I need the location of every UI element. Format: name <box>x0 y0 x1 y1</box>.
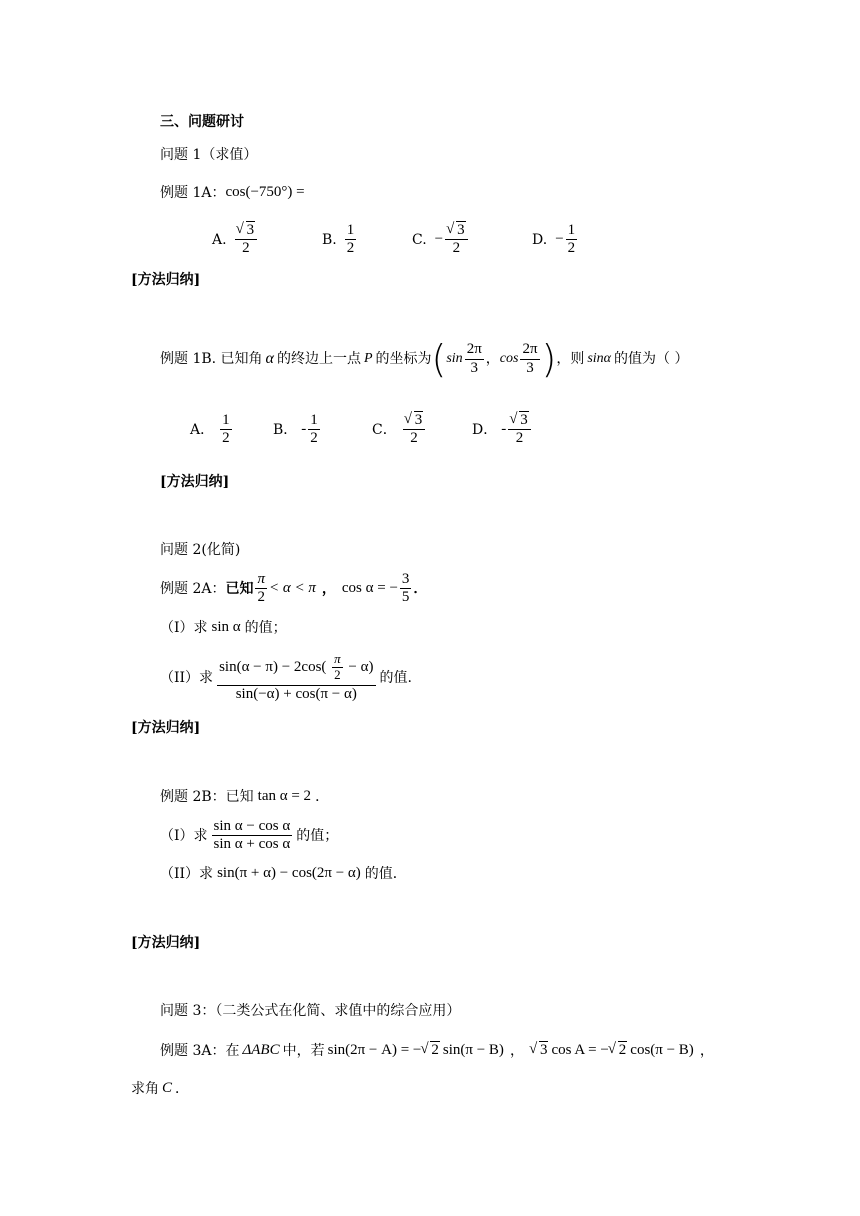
option-c-label: C． <box>372 421 397 438</box>
inequality: < α < π <box>268 580 316 597</box>
option-d-label: D. <box>532 231 548 248</box>
example-1b-text: 的终边上一点 <box>276 351 361 367</box>
option-d-fraction: $\frac{1}{2}$ <box>567 222 576 257</box>
equation-2-right: cos(π − B) <box>630 1042 694 1058</box>
method-summary-4: [方法归纳] <box>131 935 201 951</box>
part-2-suffix: 的值． <box>364 865 407 882</box>
example-3a <box>160 1043 714 1058</box>
option-d-label: D． <box>472 421 498 438</box>
example-1b-option-d <box>472 412 533 448</box>
period: ． <box>315 788 330 805</box>
example-3a-text: 中，若 <box>282 1042 325 1059</box>
example-1a-option-c <box>412 222 470 258</box>
option-d-sign: - <box>501 421 507 438</box>
example-2b-part-1 <box>160 818 338 854</box>
example-1b-label: 例题 1B. 已知角 <box>160 351 263 367</box>
find-angle-text: 求角 <box>131 1080 159 1097</box>
right-paren: ) <box>541 337 557 381</box>
example-2b-part-2 <box>160 866 407 881</box>
option-a-label: A. <box>212 231 227 248</box>
option-c-fraction: √ $\frac{3}{2}$ <box>445 222 468 258</box>
period: ． <box>413 580 428 597</box>
comma-2: ， <box>699 1042 714 1059</box>
option-a-label: A． <box>190 421 215 438</box>
example-1b-option-b <box>273 412 322 448</box>
triangle-abc: ΔABC <box>242 1042 280 1058</box>
question-3-title: 问题 3：（二类公式在化简、求值中的综合应用） <box>160 1003 461 1019</box>
point-p: P <box>363 351 373 366</box>
pi-over-2: $\frac{\pi}{2}$ <box>257 571 265 606</box>
coord-comma: ， <box>485 351 500 367</box>
option-b-label: B． <box>273 421 298 438</box>
cos-func: cos <box>499 351 519 366</box>
example-1a <box>160 185 305 200</box>
example-2b <box>160 789 329 804</box>
example-1a-option-d <box>532 222 579 258</box>
section-title: 三、问题研讨 <box>160 114 244 130</box>
three-fifths: $\frac{3}{5}$ <box>401 571 410 606</box>
question-1-title: 问题 1（求值） <box>160 147 258 163</box>
method-summary-1: [方法归纳] <box>131 272 201 288</box>
example-1a-label: 例题 1A： <box>160 184 226 201</box>
example-1b-option-a <box>190 412 234 448</box>
comma: ， <box>509 1042 524 1059</box>
part-1-prefix: （I）求 <box>160 619 208 636</box>
alpha-symbol: α <box>265 350 274 367</box>
coord-x-fraction: $\frac{2\pi}{3}$ <box>466 341 482 376</box>
method-summary-3: [方法归纳] <box>131 720 201 736</box>
option-c-label: C. <box>412 231 427 248</box>
sqrt-2: √ 2 <box>421 1043 440 1058</box>
option-d-fraction: √ $\frac{3}{2}$ <box>508 412 531 448</box>
option-b-fraction: $\frac{1}{2}$ <box>310 412 318 447</box>
part-1-suffix: 的值； <box>296 827 339 844</box>
angle-c: C <box>162 1080 173 1096</box>
sqrt-2b: √ 2 <box>609 1043 628 1058</box>
part-1-suffix: 的值； <box>244 619 287 636</box>
period: ． <box>175 1080 190 1097</box>
part-2-expr: sin(π + α) − cos(2π − α) <box>217 865 361 881</box>
option-b-sign: - <box>301 421 307 438</box>
example-1a-option-b <box>322 222 358 258</box>
option-b-fraction: $\frac{1}{2}$ <box>346 222 355 257</box>
option-a-fraction: √ $\frac{3}{2}$ <box>235 222 258 258</box>
part-1-prefix: （I）求 <box>160 827 208 844</box>
example-2a-known: 已知 <box>225 580 254 597</box>
example-1b-text-2: 的坐标为 <box>375 351 432 367</box>
equation-2-left: cos A = − <box>551 1042 609 1058</box>
part-2-prefix: （II）求 <box>160 669 214 686</box>
example-2a-part-1 <box>160 620 287 635</box>
example-2a-part-2 <box>160 652 412 703</box>
example-1b-option-c <box>372 412 427 448</box>
example-2b-label: 例题 2B：已知 <box>160 788 254 805</box>
sin-func: sin <box>446 351 463 366</box>
option-a-fraction: $\frac{1}{2}$ <box>222 412 230 447</box>
part-2-prefix: （II）求 <box>160 865 214 882</box>
sin-alpha: sinα <box>587 351 612 366</box>
left-paren: ( <box>431 337 447 381</box>
part-2-fraction: sin(α − π) − 2cos( $\frac{\pi}{2}$ − α) sin(−α) + cos(π − α) <box>219 651 374 702</box>
example-3a-line-2 <box>131 1081 189 1096</box>
example-2a <box>160 571 427 607</box>
example-1a-option-a <box>212 222 259 258</box>
example-1b <box>160 337 689 381</box>
question-2-title: 问题 2(化简) <box>160 542 241 558</box>
example-1b-tail: 的值为（ ） <box>614 351 689 367</box>
example-1b-then: ，则 <box>556 351 585 367</box>
comma: ， <box>321 580 336 597</box>
option-d-sign: − <box>555 231 564 248</box>
tan-alpha-expr: tan α = 2 <box>257 788 312 804</box>
part-2-suffix: 的值. <box>379 669 412 686</box>
coord-y-fraction: $\frac{2\pi}{3}$ <box>522 341 538 376</box>
option-b-label: B. <box>322 231 337 248</box>
option-c-fraction: √ $\frac{3}{2}$ <box>403 412 426 448</box>
cos-alpha-expr: cos α = − <box>341 580 398 597</box>
equation-1-left: sin(2π − A) = − <box>327 1042 422 1058</box>
example-1a-expr: cos(−750°) = <box>225 184 305 200</box>
example-2a-label: 例题 2A： <box>160 580 226 597</box>
example-3a-label: 例题 3A：在 <box>160 1042 240 1059</box>
method-summary-2: [方法归纳] <box>160 474 230 490</box>
sqrt-3: √ 3 <box>530 1043 549 1058</box>
part-1-fraction: $\frac{\text{sin α − cos α}}{\text{sin α + cos α}}$ <box>213 818 291 853</box>
equation-1-right: sin(π − B) <box>442 1042 504 1058</box>
part-1-expr: sin α <box>211 619 241 635</box>
option-c-sign: − <box>434 231 444 248</box>
